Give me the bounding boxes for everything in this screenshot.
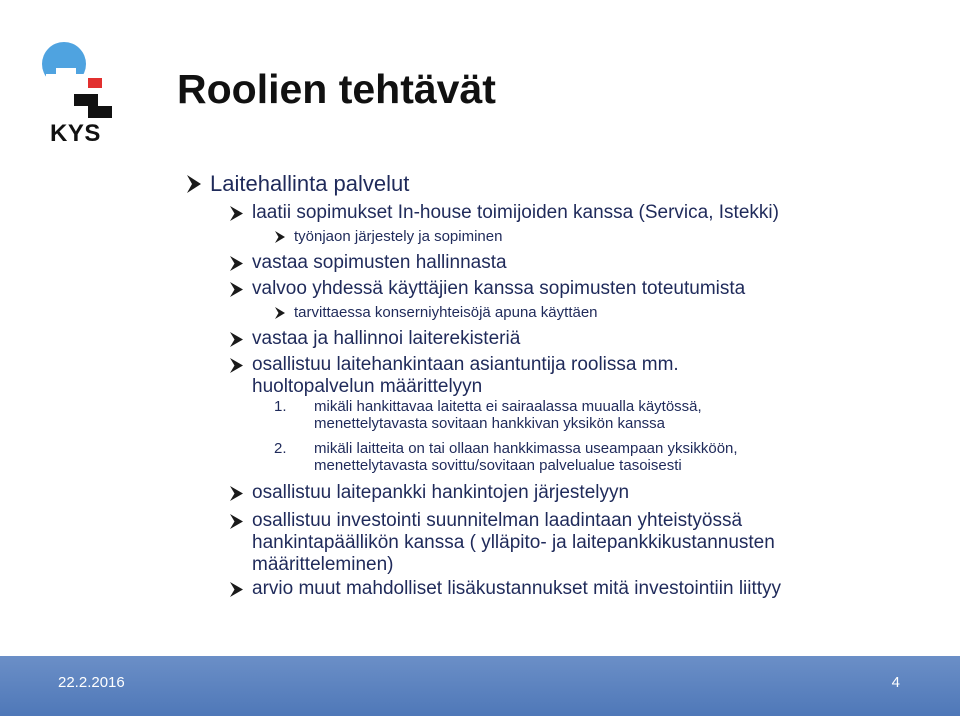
item-number: 2. bbox=[274, 440, 287, 457]
list-item bbox=[220, 328, 520, 350]
logo-text: KYS bbox=[50, 120, 101, 147]
footer-bar bbox=[0, 656, 960, 716]
item-number: 1. bbox=[274, 398, 287, 415]
list-item-text: määritteleminen) bbox=[252, 554, 394, 575]
arrow-bullet-icon bbox=[220, 578, 252, 600]
numbered-item-text: menettelytavasta sovittu/sovitaan palvelualue tasoisesti bbox=[314, 457, 682, 474]
arrow-bullet-icon bbox=[220, 354, 252, 376]
kys-logo bbox=[38, 38, 120, 150]
kys-logo-icon bbox=[38, 38, 120, 118]
list-item bbox=[220, 202, 779, 224]
list-item bbox=[266, 304, 598, 322]
list-item bbox=[220, 278, 745, 300]
list-item-text: osallistuu laitepankki hankintojen järjestelyyn bbox=[252, 482, 630, 503]
page-title: Roolien tehtävät bbox=[177, 66, 496, 112]
arrow-bullet-icon bbox=[178, 171, 210, 197]
numbered-item-text: mikäli hankittavaa laitetta ei sairaalassa muualla käytössä, bbox=[314, 398, 702, 415]
arrow-bullet-icon bbox=[220, 202, 252, 224]
arrow-bullet-icon bbox=[220, 482, 252, 504]
list-item bbox=[220, 482, 629, 504]
footer-date: 22.2.2016 bbox=[58, 674, 125, 691]
list-item-text: hankintapäällikön kanssa ( ylläpito- ja laitepankkikustannusten bbox=[252, 532, 775, 553]
arrow-bullet-icon bbox=[220, 510, 252, 532]
arrow-bullet-icon bbox=[220, 252, 252, 274]
list-item bbox=[220, 354, 679, 398]
numbered-item-text: mikäli laitteita on tai ollaan hankkimassa useampaan yksikköön, bbox=[314, 440, 738, 457]
heading-text: Laitehallinta palvelut bbox=[210, 171, 410, 196]
list-item-text: työnjaon järjestely ja sopiminen bbox=[294, 228, 503, 245]
arrow-bullet-icon bbox=[266, 228, 294, 246]
arrow-bullet-icon bbox=[220, 328, 252, 350]
arrow-bullet-icon bbox=[220, 278, 252, 300]
list-item-text: laatii sopimukset In-house toimijoiden kanssa (Servica, Istekki) bbox=[252, 202, 779, 223]
page-number: 4 bbox=[891, 674, 900, 691]
list-item-text: osallistuu laitehankintaan asiantuntija roolissa mm. bbox=[252, 354, 679, 375]
list-item-text: valvoo yhdessä käyttäjien kanssa sopimusten toteutumista bbox=[252, 278, 746, 299]
numbered-item-text: menettelytavasta sovitaan hankkivan yksikön kanssa bbox=[314, 415, 666, 432]
list-item-text: huoltopalvelun määrittelyyn bbox=[252, 376, 483, 397]
list-item-text: arvio muut mahdolliset lisäkustannukset mitä investointiin liittyy bbox=[252, 578, 782, 599]
list-item bbox=[178, 171, 409, 197]
list-item-text: vastaa ja hallinnoi laiterekisteriä bbox=[252, 328, 521, 349]
list-item bbox=[266, 228, 502, 246]
list-item bbox=[220, 252, 507, 274]
list-item-text: vastaa sopimusten hallinnasta bbox=[252, 252, 507, 273]
list-item bbox=[220, 578, 781, 600]
list-item-text: osallistuu investointi suunnitelman laadintaan yhteistyössä bbox=[252, 510, 743, 531]
arrow-bullet-icon bbox=[266, 304, 294, 322]
list-item-text: tarvittaessa konserniyhteisöjä apuna käyttäen bbox=[294, 304, 598, 321]
numbered-item bbox=[274, 398, 702, 432]
list-item bbox=[220, 510, 775, 576]
numbered-item bbox=[274, 440, 738, 474]
